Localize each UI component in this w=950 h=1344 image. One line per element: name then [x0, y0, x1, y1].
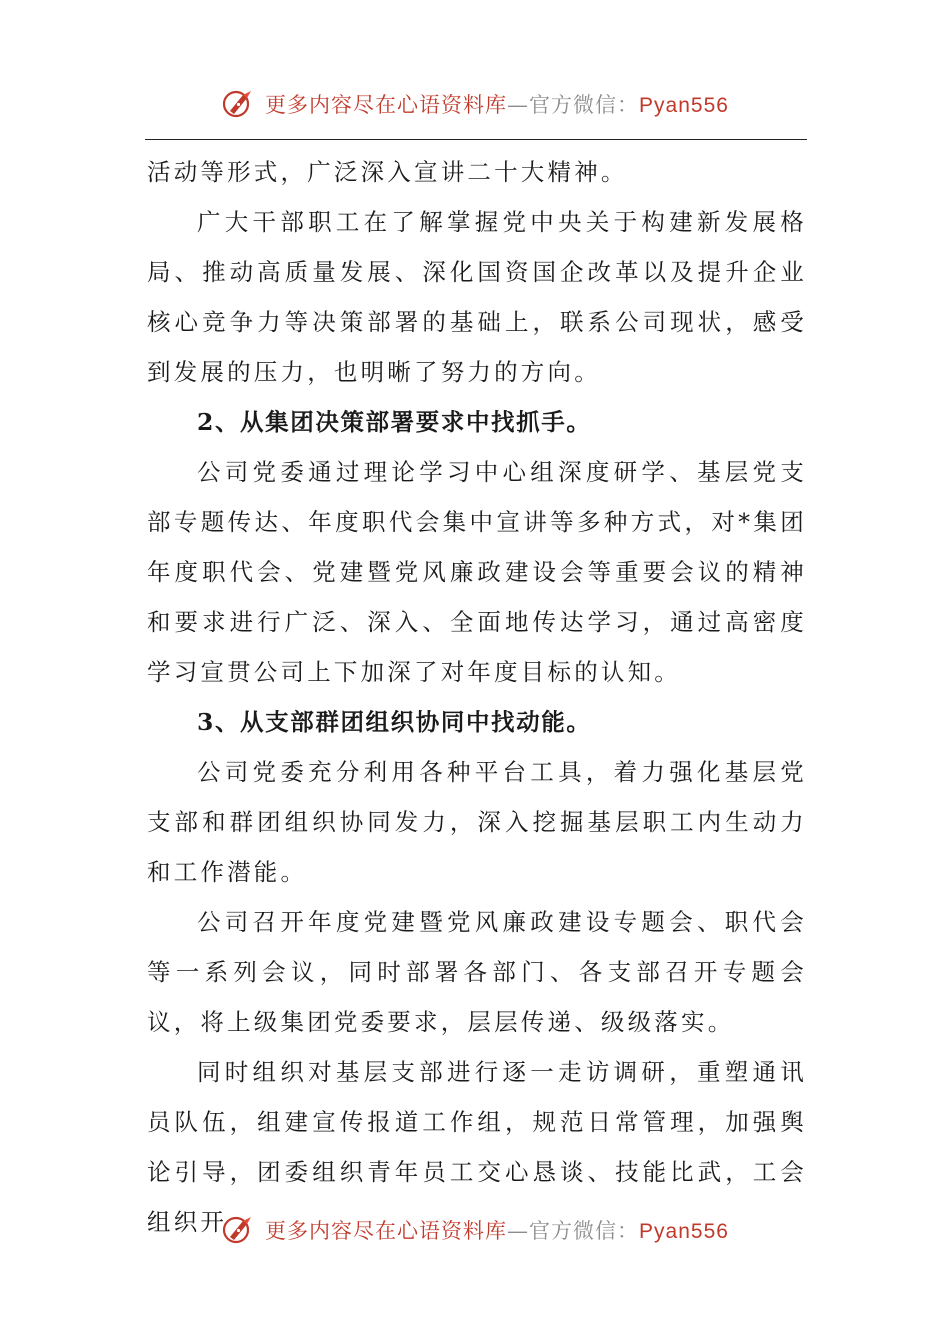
paragraph: 公司党委通过理论学习中心组深度研学、基层党支部专题传达、年度职代会集中宣讲等多种方式，对*集团年度职代会、党建暨党风廉政建设会等重要会议的精神和要求进行广泛、深入、全面地传达学习，通过高密度学习宣贯公司上下加深了对年度目标的认知。 [147, 458, 807, 686]
header-banner-text [265, 89, 729, 119]
section-heading-3: 3、从支部群团组织协同中找动能。 [197, 708, 592, 736]
paragraph: 同时组织对基层支部进行逐一走访调研，重塑通讯员队伍，组建宣传报道工作组，规范日常管理，加强舆论引导，团委组织青年员工交心恳谈、技能比武，工会组织开 [147, 1058, 807, 1236]
paragraph-continuation: 活动等形式，广泛深入宣讲二十大精神。 [147, 158, 628, 186]
header-banner-main: 更多内容尽在心语资料库 [265, 93, 508, 117]
footer-banner-dash: — [507, 1219, 530, 1243]
document-body [147, 147, 807, 1247]
header-banner [0, 82, 950, 126]
paragraph: 公司召开年度党建暨党风廉政建设专题会、职代会等一系列会议，同时部署各部门、各支部召开专题会议，将上级集团党委要求，层层传递、级级落实。 [147, 908, 807, 1036]
footer-banner-wechat-label: 官方微信： [529, 1219, 640, 1243]
paragraph: 广大干部职工在了解掌握党中央关于构建新发展格局、推动高质量发展、深化国资国企改革以及提升企业核心竞争力等决策部署的基础上，联系公司现状，感受到发展的压力，也明晰了努力的方向。 [147, 208, 807, 386]
footer-banner-text [265, 1215, 729, 1245]
footer-banner-main: 更多内容尽在心语资料库 [265, 1219, 508, 1243]
footer-banner-wechat-id: Pyan556 [639, 1220, 729, 1243]
header-banner-wechat-id: Pyan556 [639, 94, 729, 117]
pen-nib-logo-icon [221, 86, 257, 122]
paragraph: 公司党委充分利用各种平台工具，着力强化基层党支部和群团组织协同发力，深入挖掘基层职工内生动力和工作潜能。 [147, 758, 807, 886]
pen-nib-logo-icon [221, 1212, 257, 1248]
header-divider [145, 139, 807, 140]
header-banner-wechat-label: 官方微信： [529, 93, 640, 117]
section-heading-2: 2、从集团决策部署要求中找抓手。 [197, 408, 592, 436]
header-banner-dash: — [507, 93, 530, 117]
footer-banner [0, 1208, 950, 1252]
